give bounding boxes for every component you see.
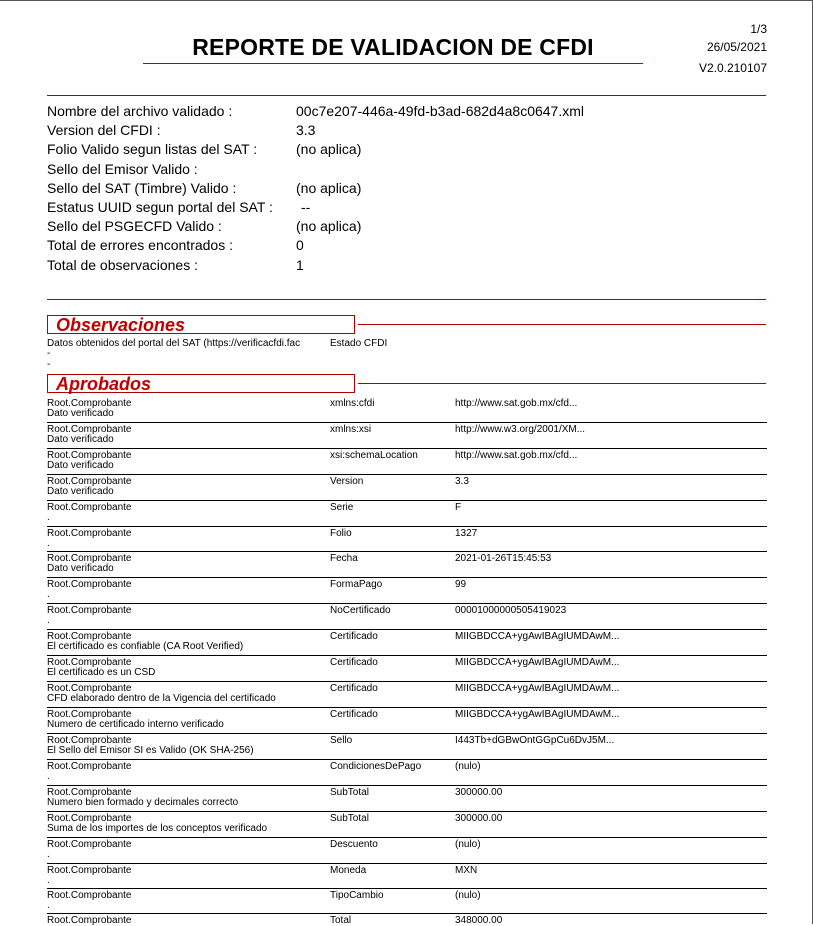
row-value: (nulo) [455,890,481,901]
row-attribute: Certificado [330,709,378,720]
row-value: 300000.00 [455,813,503,824]
row-detail: Dato verificado [47,408,114,419]
row-divider [47,837,767,838]
page-number: 1/3 [750,22,767,36]
row-value: http://www.w3.org/2001/XM... [455,424,586,435]
row-value: F [455,502,462,513]
row-detail: El certificado es confiable (CA Root Verified) [47,641,244,652]
row-attribute: Total [330,915,352,926]
summary-label: Folio Valido segun listas del SAT : [47,141,258,158]
row-divider [47,785,767,786]
report-version: V2.0.210107 [698,61,767,75]
summary-value: 0 [296,237,304,254]
row-divider [47,629,767,630]
row-divider [47,707,767,708]
summary-label: Total de errores encontrados : [47,237,233,254]
row-value: 2021-01-26T15:45:53 [455,553,552,564]
row-element: Root.Comprobante [47,502,132,513]
summary-label: Sello del SAT (Timbre) Valido : [47,179,237,196]
row-divider [47,681,767,682]
summary-label: Nombre del archivo validado : [47,103,233,119]
row-value: http://www.sat.gob.mx/cfd... [455,398,578,409]
row-element: Root.Comprobante [47,450,132,461]
summary-value: 1 [296,256,304,273]
row-divider [47,474,767,475]
row-element: Root.Comprobante [47,890,132,901]
summary-value: 00c7e207-446a-49fd-b3ad-682d4a8c0647.xml [296,103,584,119]
summary-value: (no aplica) [296,179,362,196]
row-value: MIIGBDCCA+ygAwIBAgIUMDAwM... [455,657,620,668]
row-element: Root.Comprobante [47,657,132,668]
row-value: (nulo) [455,839,481,850]
row-detail: . [47,849,50,860]
row-attribute: Serie [330,502,354,513]
report-date: 26/05/2021 [706,40,767,54]
row-value: MIIGBDCCA+ygAwIBAgIUMDAwM... [455,631,620,642]
row-divider [47,655,767,656]
row-attribute: xmlns:xsi [330,424,372,435]
row-detail: . [47,900,50,911]
row-value: MXN [455,865,478,876]
row-element: Root.Comprobante [47,761,132,772]
row-value: 1327 [455,528,478,539]
row-element: Root.Comprobante [47,553,132,564]
row-attribute: Version [330,476,364,487]
row-element: Root.Comprobante [47,398,132,409]
row-attribute: CondicionesDePago [330,761,422,772]
row-divider [47,811,767,812]
summary-label: Sello del Emisor Valido : [47,160,198,177]
row-detail: . [47,771,50,782]
row-attribute: Moneda [330,865,367,876]
row-value: 99 [455,579,467,590]
row-divider [47,448,767,449]
row-attribute: Sello [330,735,353,746]
row-detail: Dato verificado [47,460,114,471]
row-value: http://www.sat.gob.mx/cfd... [455,450,578,461]
row-element: Root.Comprobante [47,476,132,487]
summary-value: (no aplica) [296,141,362,158]
observacion-source-cont: -- [47,348,51,370]
row-detail: . [47,512,50,523]
row-detail: Dato verificado [47,563,114,574]
row-divider [47,733,767,734]
summary-label: Version del CFDI : [47,122,161,139]
summary-value: 3.3 [296,122,316,139]
observacion-source: Datos obtenidos del portal del SAT (https://verificacfdi.fac [47,338,301,349]
row-detail: Dato verificado [47,434,114,445]
row-value: 348000.00 [455,915,503,926]
row-detail: Dato verificado [47,486,114,497]
row-divider [47,759,767,760]
row-divider [47,500,767,501]
row-element: Root.Comprobante [47,528,132,539]
row-attribute: Certificado [330,683,378,694]
row-divider [47,551,767,552]
row-divider [47,422,767,423]
row-divider [47,913,767,914]
row-detail: Numero bien formado y decimales correcto [47,797,239,808]
row-attribute: Certificado [330,657,378,668]
row-value: 3.3 [455,476,469,487]
summary-label: Estatus UUID segun portal del SAT : [47,198,273,215]
row-detail: El certificado es un CSD [47,667,156,678]
row-attribute: xsi:schemaLocation [330,450,418,461]
summary-value: (no aplica) [296,218,362,235]
row-attribute: NoCertificado [330,605,391,616]
row-detail: . [47,875,50,886]
row-detail: CFD elaborado dentro de la Vigencia del certificado [47,693,276,704]
row-divider [47,526,767,527]
row-value: 00001000000505419023 [455,605,567,616]
row-value: MIIGBDCCA+ygAwIBAgIUMDAwM... [455,683,620,694]
row-detail: El Sello del Emisor SI es Valido (OK SHA-256) [47,745,254,756]
row-detail: . [47,615,50,626]
row-element: Root.Comprobante [47,424,132,435]
row-detail: . [47,589,50,600]
row-element: Root.Comprobante [47,787,132,798]
observacion-field: Estado CFDI [330,338,388,349]
row-element: Root.Comprobante [47,579,132,590]
row-attribute: xmlns:cfdi [330,398,375,409]
row-divider [47,888,767,889]
row-element: Root.Comprobante [47,813,132,824]
row-value: MIIGBDCCA+ygAwIBAgIUMDAwM... [455,709,620,720]
row-divider [47,603,767,604]
row-element: Root.Comprobante [47,631,132,642]
row-element: Root.Comprobante [47,683,132,694]
summary-label: Total de observaciones : [47,256,198,273]
row-divider [47,863,767,864]
row-element: Root.Comprobante [47,709,132,720]
row-element: Root.Comprobante [47,865,132,876]
row-detail: . [47,538,50,549]
row-attribute: Fecha [330,553,358,564]
row-element: Root.Comprobante [47,605,132,616]
row-attribute: SubTotal [330,813,369,824]
row-element: Root.Comprobante [47,915,132,926]
row-attribute: Certificado [330,631,378,642]
row-value: (nulo) [455,761,481,772]
row-value: 300000.00 [455,787,503,798]
observaciones-heading: Observaciones [56,315,186,335]
summary-value: -- [301,198,311,215]
summary-label: Sello del PSGECFD Valido : [47,218,222,235]
row-detail: Numero de certificado interno verificado [47,719,224,730]
row-attribute: Folio [330,528,352,539]
row-attribute: SubTotal [330,787,369,798]
report-title: REPORTE DE VALIDACION DE CFDI [192,34,594,60]
row-attribute: Descuento [330,839,378,850]
row-element: Root.Comprobante [47,839,132,850]
row-attribute: TipoCambio [330,890,384,901]
row-element: Root.Comprobante [47,735,132,746]
row-detail: Suma de los importes de los conceptos verificado [47,823,268,834]
row-value: I443Tb+dGBwOntGGpCu6DvJ5M... [455,735,615,746]
row-attribute: FormaPago [330,579,383,590]
row-divider [47,577,767,578]
aprobados-heading: Aprobados [56,374,152,394]
